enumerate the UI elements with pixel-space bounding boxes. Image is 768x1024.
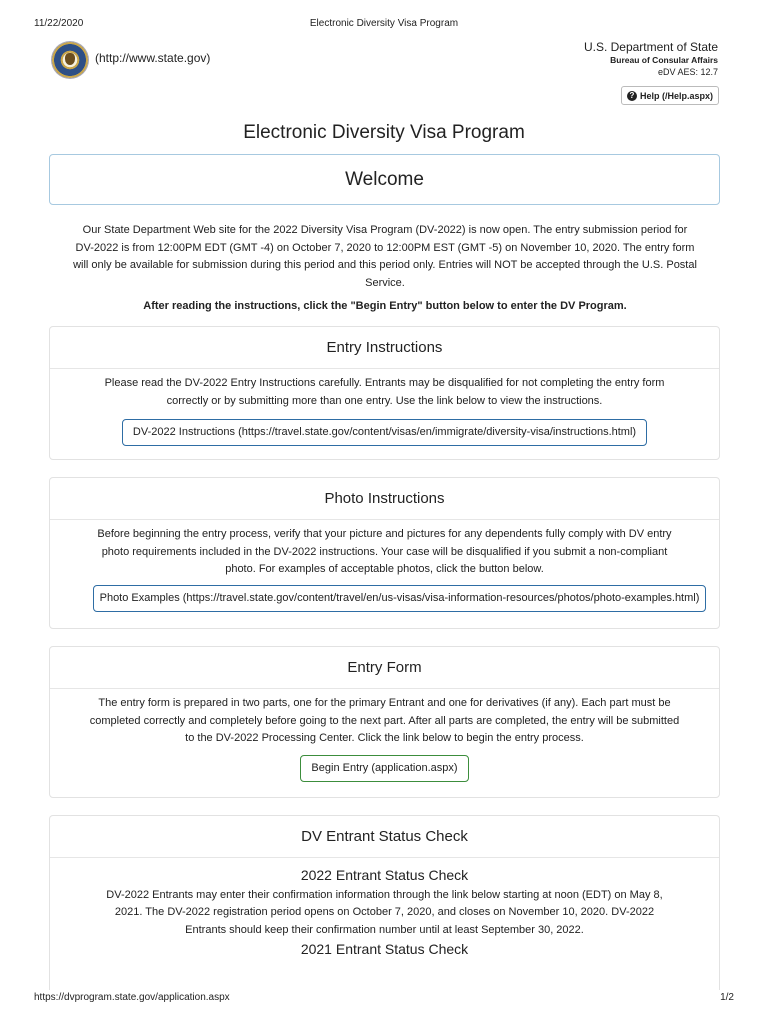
panel-text-line: correctly or by submitting more than one entry. Use the link below to view the instructions.	[166, 394, 603, 407]
panel-title: Photo Instructions	[50, 478, 719, 520]
app-version: eDV AES: 12.7	[657, 67, 718, 77]
state-department-seal-icon[interactable]	[52, 42, 88, 78]
print-footer	[34, 992, 734, 1006]
status-check-2021-title: 2021 Entrant Status Check	[300, 941, 469, 957]
print-url: https://dvprogram.state.gov/application.aspx	[34, 992, 230, 1003]
bureau-name: Bureau of Consular Affairs	[610, 55, 718, 65]
intro-line: Service.	[365, 276, 405, 289]
help-label: Help (/Help.aspx)	[639, 90, 713, 101]
print-header	[34, 18, 734, 32]
panel-text-line: Entrants should keep their confirmation number until at least September 30, 2022.	[185, 923, 584, 936]
status-check-panel	[49, 815, 720, 990]
intro-text	[48, 222, 722, 292]
question-circle-icon: ?	[627, 91, 637, 101]
panel-text-line: to the DV-2022 Processing Center. Click the link below to begin the entry process.	[185, 732, 584, 744]
intro-line: Our State Department Web site for the 2022 Diversity Visa Program (DV-2022) is now open. The entry submission period for	[82, 224, 688, 236]
panel-text-line: Before beginning the entry process, verify that your picture and pictures for any dependents fully comply with DV entry	[97, 528, 672, 540]
page-count: 1/2	[720, 992, 734, 1003]
photo-examples-button[interactable]: Photo Examples (https://travel.state.gov/content/travel/en/us-visas/visa-information-resources/photos/photo-examples.html)	[93, 585, 707, 612]
entry-form-panel	[49, 646, 720, 798]
instructions-button[interactable]: DV-2022 Instructions (https://travel.state.gov/content/visas/en/immigrate/diversity-visa/instructions.html)	[122, 419, 647, 446]
department-name: U.S. Department of State	[583, 40, 718, 54]
entry-instructions-panel	[49, 326, 720, 460]
begin-entry-button[interactable]: Begin Entry (application.aspx)	[300, 755, 468, 782]
status-check-2022-title: 2022 Entrant Status Check	[300, 867, 469, 883]
panel-text-line: 2021. The DV-2022 registration period opens on October 7, 2020, and closes on November 10, 2020. DV-2022	[114, 906, 655, 918]
panel-text-line: DV-2022 Entrants may enter their confirmation information through the link below starting at noon (EDT) on May 8,	[106, 888, 663, 901]
panel-text-line: completed correctly and completely before going to the next part. After all parts are completed, the entry will be submitted	[89, 714, 680, 727]
panel-title: Entry Form	[50, 647, 719, 689]
help-button[interactable]	[621, 86, 719, 105]
state-gov-link[interactable]: (http://www.state.gov)	[95, 51, 211, 65]
panel-text-line: The entry form is prepared in two parts, one for the primary Entrant and one for derivatives (if any). Each part must be	[98, 697, 671, 709]
panel-title: DV Entrant Status Check	[50, 816, 719, 858]
intro-line: DV-2022 is from 12:00PM EDT (GMT -4) on October 7, 2020 to 12:00PM EST (GMT -5) on November 10, 2020. The entry form	[75, 241, 695, 254]
agency-block	[584, 40, 718, 78]
print-title: Electronic Diversity Visa Program	[309, 18, 459, 29]
page-title: Electronic Diversity Visa Program	[243, 122, 525, 143]
print-date: 11/22/2020	[34, 18, 84, 29]
intro-emphasis: After reading the instructions, click the "Begin Entry" button below to enter the DV Program.	[143, 300, 627, 312]
panel-text-line: photo. For examples of acceptable photos, click the button below.	[225, 563, 544, 575]
panel-text-line: Please read the DV-2022 Entry Instructions carefully. Entrants may be disqualified for not completing the entry form	[104, 377, 665, 389]
intro-line: will only be available for submission during this period and this period only. Entries will NOT be accepted through the U.S. Postal	[73, 259, 697, 271]
panel-title: Entry Instructions	[50, 327, 719, 369]
photo-instructions-panel	[49, 477, 720, 629]
panel-text-line: photo requirements included in the DV-2022 instructions. Your case will be disqualified if you submit a non-compliant	[101, 545, 668, 558]
welcome-heading: Welcome	[49, 154, 720, 205]
